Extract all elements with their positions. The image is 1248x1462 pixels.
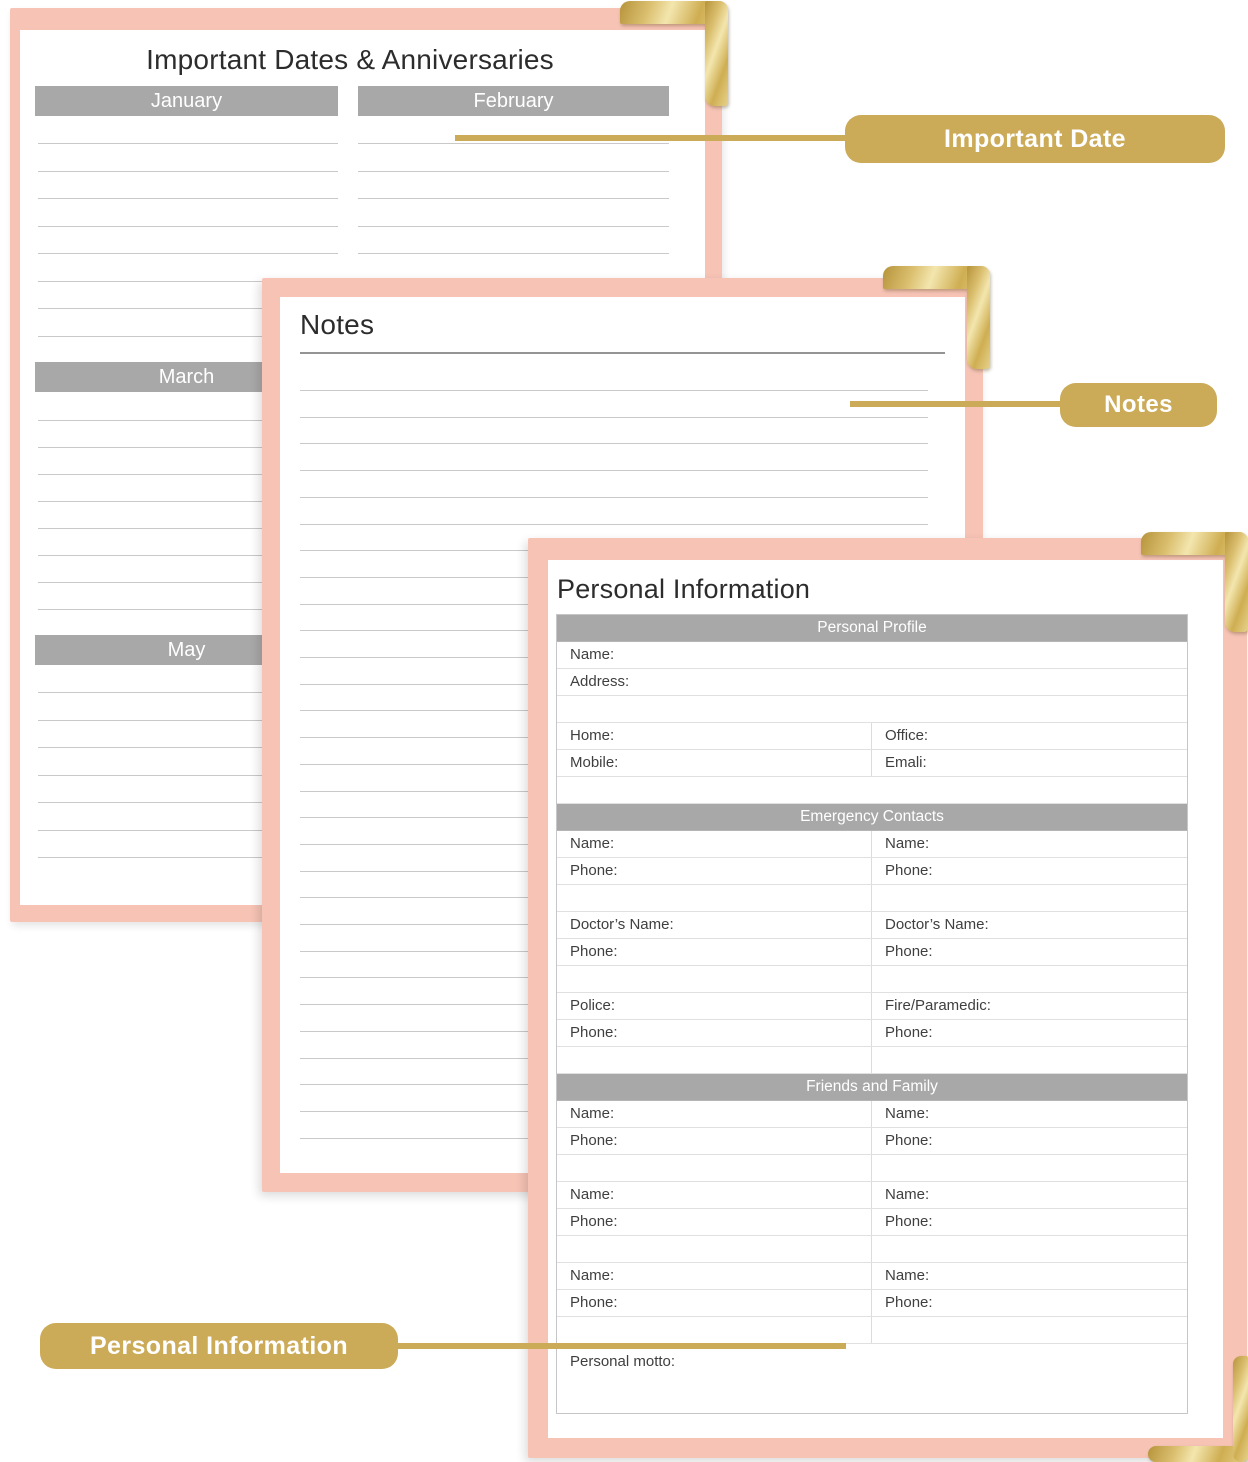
table-row	[557, 1263, 1187, 1290]
gold-corner-icon	[620, 1, 728, 106]
table-row	[557, 993, 1187, 1020]
table-cell	[872, 1128, 1187, 1154]
table-cell	[872, 993, 1187, 1019]
table-cell	[872, 912, 1187, 938]
ruled-line	[300, 497, 928, 498]
table-section-header: Friends and Family	[557, 1074, 1187, 1101]
field-label: Doctor’s Name:	[570, 916, 674, 933]
table-row	[557, 831, 1187, 858]
ruled-line	[300, 417, 928, 418]
field-label: Phone:	[885, 1294, 933, 1311]
table-cell	[557, 1182, 872, 1208]
table-section-header: Emergency Contacts	[557, 804, 1187, 831]
field-label: Home:	[570, 727, 615, 744]
table-cell	[872, 1101, 1187, 1127]
field-label: Phone:	[570, 862, 618, 879]
field-label: Name:	[570, 1267, 615, 1284]
ruled-line	[358, 253, 669, 254]
ruled-line	[300, 390, 928, 391]
field-label: Phone:	[570, 1132, 618, 1149]
important-date-callout-label: Important Date	[845, 115, 1225, 163]
table-row	[557, 1209, 1187, 1236]
field-label: Phone:	[570, 943, 618, 960]
table-cell	[557, 1209, 872, 1235]
table-cell	[872, 1047, 1187, 1073]
field-label: Phone:	[885, 1213, 933, 1230]
field-label: Police:	[570, 997, 616, 1014]
field-label: Personal motto:	[570, 1353, 676, 1370]
table-cell	[872, 1182, 1187, 1208]
dates-page-title: Important Dates & Anniversaries	[146, 44, 554, 75]
table-cell	[872, 723, 1187, 749]
field-label: Phone:	[885, 862, 933, 879]
field-label: Mobile:	[570, 754, 619, 771]
personal-page-title: Personal Information	[557, 574, 811, 604]
table-cell	[557, 912, 872, 938]
table-cell	[557, 1155, 872, 1181]
field-label: Name:	[885, 835, 930, 852]
table-cell	[557, 1128, 872, 1154]
table-cell	[872, 858, 1187, 884]
field-label: Fire/Paramedic:	[885, 997, 991, 1014]
ruled-line	[358, 171, 669, 172]
table-row	[557, 696, 1187, 723]
table-cell	[557, 858, 872, 884]
table-cell	[557, 1317, 872, 1343]
table-cell	[557, 831, 872, 857]
ruled-line	[38, 253, 338, 254]
table-row	[557, 885, 1187, 912]
table-cell	[557, 1263, 872, 1289]
table-row	[557, 1236, 1187, 1263]
month-header-february: February	[358, 86, 669, 116]
field-label: Name:	[570, 1186, 615, 1203]
field-label: Phone:	[570, 1294, 618, 1311]
table-cell	[557, 1047, 872, 1073]
table-row	[557, 1155, 1187, 1182]
table-row	[557, 1047, 1187, 1074]
field-label: Name:	[570, 646, 615, 663]
notes-callout-line	[850, 401, 1062, 407]
table-cell	[557, 1101, 872, 1127]
table-cell	[872, 1020, 1187, 1046]
table-row	[557, 1101, 1187, 1128]
personal-information-callout-label: Personal Information	[40, 1323, 398, 1369]
table-section-header: Personal Profile	[557, 615, 1187, 642]
field-label: Name:	[885, 1267, 930, 1284]
field-label: Emali:	[885, 754, 927, 771]
table-cell	[557, 723, 872, 749]
table-row	[557, 939, 1187, 966]
ruled-line	[358, 143, 669, 144]
table-cell	[872, 885, 1187, 911]
ruled-line	[300, 470, 928, 471]
ruled-line	[38, 226, 338, 227]
table-cell	[872, 966, 1187, 992]
field-label: Phone:	[570, 1213, 618, 1230]
field-label: Name:	[570, 835, 615, 852]
field-label: Name:	[570, 1105, 615, 1122]
table-cell	[557, 885, 872, 911]
table-row	[557, 750, 1187, 777]
table-cell	[557, 1236, 872, 1262]
field-label: Address:	[570, 673, 630, 690]
table-row	[557, 966, 1187, 993]
table-row	[557, 912, 1187, 939]
month-header-january: January	[35, 86, 338, 116]
field-label: Name:	[885, 1105, 930, 1122]
table-row	[557, 1128, 1187, 1155]
table-cell	[872, 1263, 1187, 1289]
table-row	[557, 1182, 1187, 1209]
notes-callout-label: Notes	[1060, 383, 1217, 427]
table-cell	[872, 1155, 1187, 1181]
ruled-line	[38, 143, 338, 144]
field-label: Office:	[885, 727, 929, 744]
table-cell	[557, 993, 872, 1019]
table-cell	[557, 750, 872, 776]
table-cell	[557, 966, 872, 992]
personal-information-callout-line	[396, 1343, 846, 1349]
table-cell	[872, 1209, 1187, 1235]
field-label: Phone:	[885, 943, 933, 960]
table-row	[557, 777, 1187, 804]
field-label: Phone:	[885, 1024, 933, 1041]
field-label: Doctor’s Name:	[885, 916, 989, 933]
table-row	[557, 723, 1187, 750]
table-row	[557, 1317, 1187, 1344]
field-label: Name:	[885, 1186, 930, 1203]
month-header-march: March	[35, 362, 338, 392]
table-cell	[557, 939, 872, 965]
table-cell	[872, 750, 1187, 776]
table-row	[557, 642, 1187, 669]
ruled-line	[300, 443, 928, 444]
table-row	[557, 1290, 1187, 1317]
table-row	[557, 1020, 1187, 1047]
ruled-line	[358, 226, 669, 227]
gold-corner-icon	[1141, 532, 1248, 632]
personal-page	[548, 560, 1223, 1438]
table-row	[557, 1344, 1187, 1413]
table-row	[557, 858, 1187, 885]
table-cell	[872, 1317, 1187, 1343]
notes-page-title: Notes	[300, 309, 375, 340]
ruled-line	[38, 198, 338, 199]
table-cell	[557, 1020, 872, 1046]
personal-page-mat	[528, 538, 1247, 1458]
table-cell	[872, 831, 1187, 857]
table-row	[557, 669, 1187, 696]
month-header-may: May	[35, 635, 338, 665]
ruled-line	[358, 198, 669, 199]
personal-info-table	[556, 614, 1188, 1414]
ruled-line	[300, 524, 928, 525]
gold-corner-icon	[883, 266, 990, 369]
table-cell	[872, 939, 1187, 965]
field-label: Phone:	[570, 1024, 618, 1041]
field-label: Phone:	[885, 1132, 933, 1149]
ruled-line	[38, 171, 338, 172]
table-cell	[557, 1290, 872, 1316]
table-cell	[872, 1290, 1187, 1316]
gold-corner-icon	[1148, 1356, 1248, 1462]
table-cell	[872, 1236, 1187, 1262]
important-date-callout-line	[455, 135, 845, 141]
notes-title-underline	[300, 352, 945, 354]
